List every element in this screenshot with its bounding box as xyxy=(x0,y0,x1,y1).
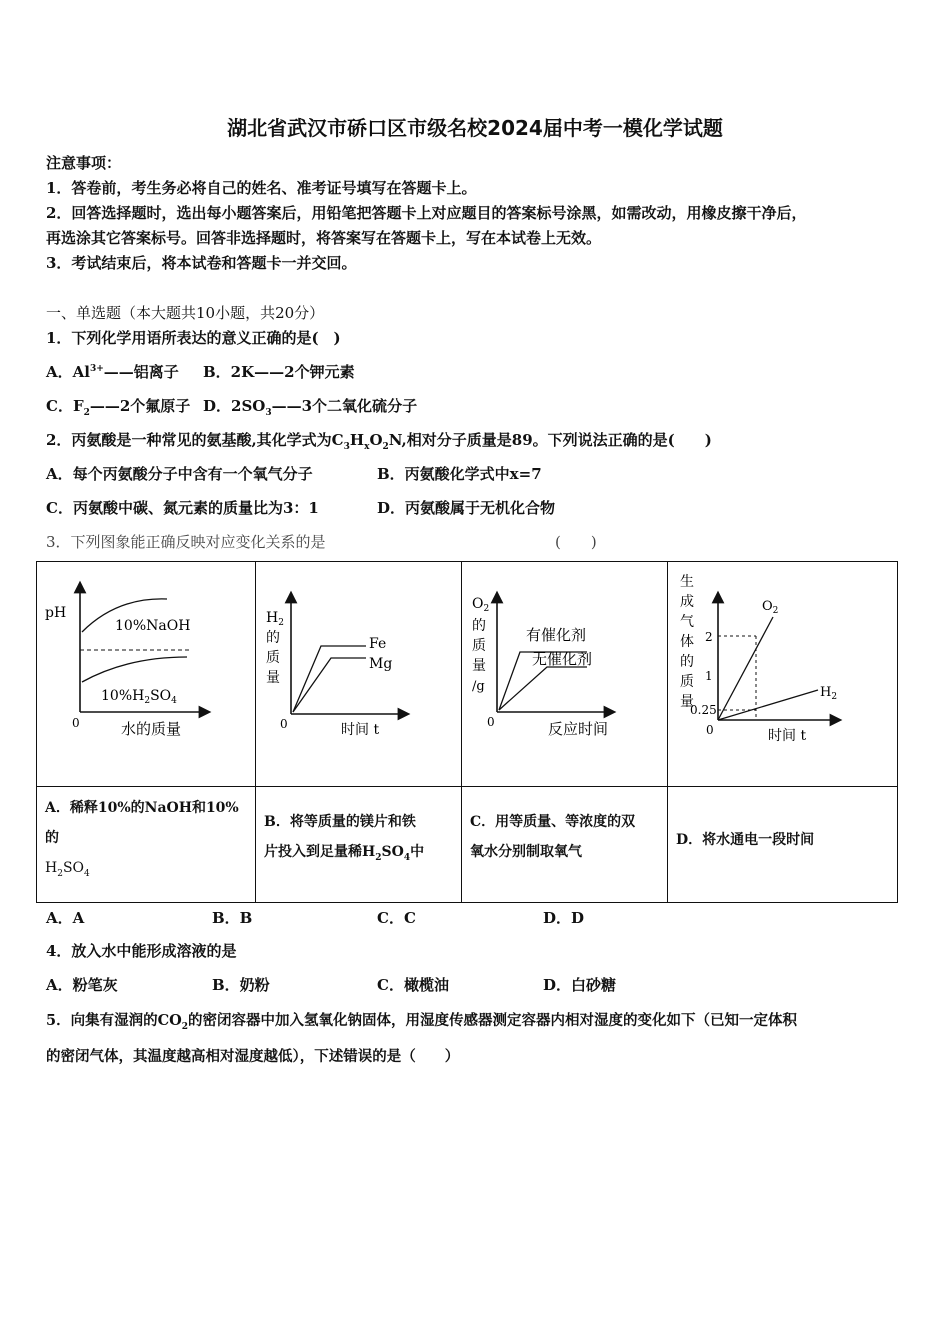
graph-a-h2so4-label: $10\%H_2SO_4$ xyxy=(101,688,177,706)
graph-b-origin: 0 xyxy=(280,717,288,731)
graph-b-y-label-2: 的 xyxy=(266,630,280,646)
caption-c: C．用等质量、等浓度的双 氧水分别制取氧气 xyxy=(462,787,668,903)
graph-d-tick-1: 1 xyxy=(705,669,713,683)
graph-b-y-label-h2: $H_2$ xyxy=(266,610,284,628)
q1-option-d[interactable]: D．$2SO_3——3$个二氧化硫分子 xyxy=(203,397,418,418)
q3-figure-table xyxy=(36,561,898,903)
graph-a-origin: 0 xyxy=(72,716,80,730)
graph-d-y-label-4: 体 xyxy=(680,634,694,650)
graph-d-o2-line xyxy=(718,617,773,720)
graph-b-cell xyxy=(256,562,462,787)
section-heading: 一、单选题（本大题共10小题，共20分） xyxy=(46,304,325,322)
graph-b-mg-label: Mg xyxy=(369,656,393,672)
graph-a-naoh-label: 10%NaOH xyxy=(115,618,191,634)
caption-d: D．将水通电一段时间 xyxy=(668,787,898,903)
graph-a-cell xyxy=(37,562,256,787)
graph-d-tick-2: 2 xyxy=(705,630,713,644)
notice-item-1: 1．答卷前，考生务必将自己的姓名、准考证号填写在答题卡上。 xyxy=(46,179,477,197)
q4-option-a[interactable]: A．粉笔灰 xyxy=(46,976,118,994)
q3-paren: ( ) xyxy=(555,533,597,551)
q2-option-b[interactable]: B．丙氨酸化学式中x=7 xyxy=(377,465,542,483)
graph-a-x-label: 水的质量 xyxy=(121,720,182,738)
notice-item-2-cont: 再选涂其它答案标号。回答非选择题时，将答案写在答题卡上，写在本试卷上无效。 xyxy=(46,229,602,247)
graph-c xyxy=(462,562,666,782)
graph-c-y-label-o2: $O_2$ xyxy=(472,596,490,614)
notice-item-3: 3．考试结束后，将本试卷和答题卡一并交回。 xyxy=(46,254,357,272)
q2-option-a[interactable]: A．每个丙氨酸分子中含有一个氧气分子 xyxy=(46,465,313,483)
graph-d-y-label-5: 的 xyxy=(680,654,694,670)
notice-heading: 注意事项： xyxy=(46,154,122,172)
q4-option-d[interactable]: D．白砂糖 xyxy=(543,976,617,994)
q4-stem: 4．放入水中能形成溶液的是 xyxy=(46,942,237,960)
graph-b-x-label: 时间 t xyxy=(341,722,380,738)
q4-option-b[interactable]: B．奶粉 xyxy=(212,976,270,994)
q1-option-b[interactable]: B．2K——2个钾元素 xyxy=(203,363,355,381)
graph-b xyxy=(256,562,460,782)
graph-b-y-label-4: 量 xyxy=(266,670,280,686)
q1-stem: 1．下列化学用语所表达的意义正确的是( ) xyxy=(46,329,341,347)
graph-c-origin: 0 xyxy=(487,715,495,729)
graph-d-y-label-6: 质 xyxy=(680,674,694,690)
page-title: 湖北省武汉市硚口区市级名校2024届中考一模化学试题 xyxy=(227,116,723,140)
graph-d-h2-line xyxy=(718,690,818,720)
caption-a: A．稀释10%的NaOH和10% 的 $H_2SO_4$ xyxy=(37,787,256,903)
graph-c-catalyst-label: 有催化剂 xyxy=(526,626,587,644)
graph-d-tick-025: 0.25 xyxy=(690,703,717,717)
graph-b-y-label-3: 质 xyxy=(266,650,280,666)
graph-d-y-label-3: 气 xyxy=(680,614,694,630)
q5-stem-line2: 的密闭气体，其温度越高相对湿度越低），下述错误的是（ ） xyxy=(46,1048,460,1065)
q3-stem: 3．下列图象能正确反映对应变化关系的是 xyxy=(46,533,326,551)
q1-option-a[interactable]: A．$Al^{3+}——$铝离子 xyxy=(46,363,179,381)
graph-d-cell xyxy=(668,562,898,787)
graph-d-y-label-1: 生 xyxy=(680,574,694,590)
q3-option-d[interactable]: D．D xyxy=(543,909,585,927)
graph-c-y-label-5: /g xyxy=(472,679,485,694)
q3-option-b[interactable]: B．B xyxy=(212,909,253,927)
q1-option-c[interactable]: C．$F_2——2$个氟原子 xyxy=(46,397,191,418)
graph-c-no-catalyst-label: 无催化剂 xyxy=(532,650,593,668)
graph-c-cell xyxy=(462,562,668,787)
graph-d-y-label-2: 成 xyxy=(680,594,694,610)
q2-stem: 2．丙氨酸是一种常见的氨基酸,其化学式为$C_3H_xO_2N$,相对分子质量是89。下列说法正确的是( ) xyxy=(46,431,712,452)
q3-option-a[interactable]: A．A xyxy=(46,909,85,927)
q4-option-c[interactable]: C．橄榄油 xyxy=(377,976,449,994)
graph-d-o2-label: $O_2$ xyxy=(762,599,779,616)
graph-b-fe-line xyxy=(293,646,366,712)
graph-d-origin: 0 xyxy=(706,723,714,737)
q2-option-d[interactable]: D．丙氨酸属于无机化合物 xyxy=(377,499,556,517)
graph-d-h2-label: $H_2$ xyxy=(820,685,838,702)
graph-c-y-label-2: 的 xyxy=(472,618,486,634)
graph-d-x-label: 时间 t xyxy=(768,728,807,744)
graph-a xyxy=(37,562,254,782)
graph-a-h2so4-curve xyxy=(82,657,187,682)
q3-option-c[interactable]: C．C xyxy=(377,909,416,927)
graph-c-x-label: 反应时间 xyxy=(548,720,609,738)
caption-b: B．将等质量的镁片和铁 片投入到足量稀$H_2SO_4$中 xyxy=(256,787,462,903)
graph-c-y-label-3: 质 xyxy=(472,638,486,654)
graph-d-y-label-7: 量 xyxy=(680,694,694,710)
q5-stem-line1: 5．向集有湿润的$CO_2$的密闭容器中加入氢氧化钠固体，用湿度传感器测定容器内相对湿度的变化如下（已知一定体积 xyxy=(46,1012,798,1032)
q2-option-c[interactable]: C．丙氨酸中碳、氮元素的质量比为3：1 xyxy=(46,499,319,517)
graph-b-fe-label: Fe xyxy=(369,636,387,652)
notice-item-2: 2．回答选择题时，选出每小题答案后，用铅笔把答题卡上对应题目的答案标号涂黑，如需改动，用橡皮擦干净后， xyxy=(46,204,807,222)
graph-c-y-label-4: 量 xyxy=(472,658,486,674)
graph-a-y-label: pH xyxy=(45,605,67,621)
graph-d xyxy=(668,562,896,782)
